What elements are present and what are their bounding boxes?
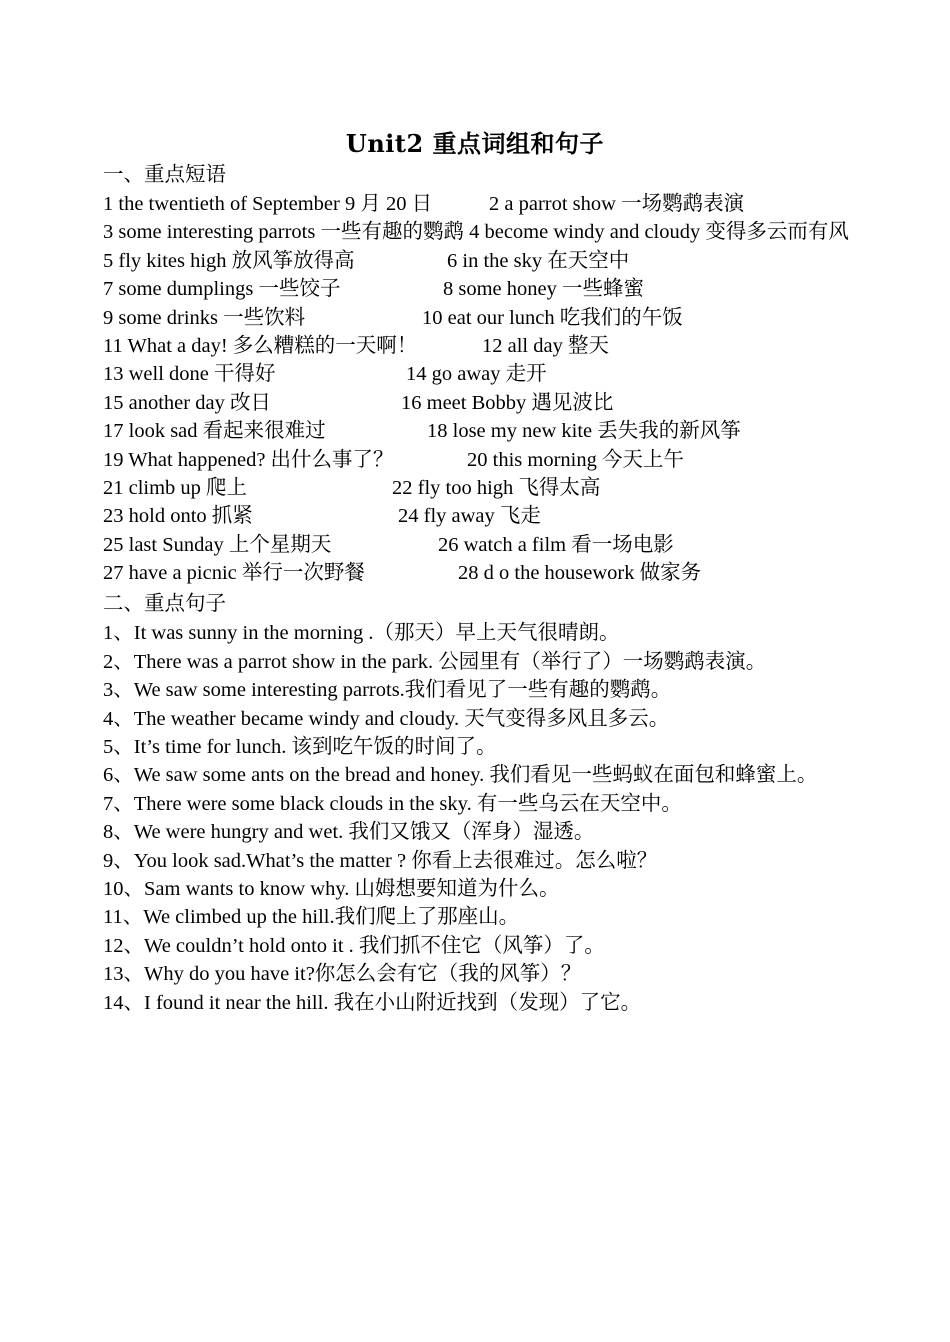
phrase-item: 2 a parrot show 一场鹦鹉表演 bbox=[489, 193, 745, 215]
phrase-item: 12 all day 整天 bbox=[482, 334, 609, 357]
sentence-item: 1、It was sunny in the morning .（那天）早上天气很晴朗。 bbox=[103, 622, 620, 645]
phrase-item: 10 eat our lunch 吃我们的午饭 bbox=[422, 306, 683, 329]
phrase-row bbox=[103, 332, 863, 360]
phrase-item: 26 watch a film 看一场电影 bbox=[438, 533, 674, 556]
sentence-item: 9、You look sad.What’s the matter ? 你看上去很难过。怎么啦？ bbox=[103, 849, 658, 872]
phrase-item: 14 go away 走开 bbox=[406, 363, 547, 386]
phrase-row bbox=[103, 531, 863, 559]
page-title: Unit2 重点词组和句子 bbox=[345, 129, 605, 158]
phrase-row bbox=[103, 389, 863, 417]
sentence-item: 6、We saw some ants on the bread and honey. 我们看见一些蚂蚁在面包和蜂蜜上。 bbox=[103, 764, 818, 787]
phrase-item: 27 have a picnic 举行一次野餐 bbox=[103, 562, 365, 585]
phrase-item: 1 the twentieth of September 9 月 20 日 bbox=[103, 193, 433, 215]
sentence-item: 7、There were some black clouds in the sky. 有一些乌云在天空中。 bbox=[103, 792, 682, 815]
phrase-item: 20 this morning 今天上午 bbox=[467, 448, 684, 471]
phrase-row bbox=[103, 417, 863, 445]
phrase-item: 7 some dumplings 一些饺子 bbox=[103, 278, 341, 301]
sentence-item: 3、We saw some interesting parrots.我们看见了一些有趣的鹦鹉。 bbox=[103, 679, 672, 702]
phrase-item: 9 some drinks 一些饮料 bbox=[103, 306, 306, 329]
phrase-row-wrapped: 3 some interesting parrots 一些有趣的鹦鹉 4 become windy and cloudy 变得多云而有风 bbox=[103, 221, 849, 244]
phrase-item: 23 hold onto 抓紧 bbox=[103, 505, 253, 528]
sentence-item: 10、Sam wants to know why. 山姆想要知道为什么。 bbox=[103, 878, 560, 900]
phrase-item: 19 What happened? 出什么事了？ bbox=[103, 448, 394, 471]
phrase-item: 18 lose my new kite 丢失我的新风筝 bbox=[427, 420, 741, 443]
phrase-item: 25 last Sunday 上个星期天 bbox=[103, 533, 332, 556]
phrase-item: 15 another day 改日 bbox=[103, 391, 271, 414]
phrase-row bbox=[103, 190, 863, 218]
sentence-item: 13、Why do you have it?你怎么会有它（我的风筝）？ bbox=[103, 963, 582, 986]
sentence-item: 11、We climbed up the hill.我们爬上了那座山。 bbox=[103, 906, 520, 929]
phrase-item: 13 well done 干得好 bbox=[103, 363, 276, 386]
phrase-item: 22 fly too high 飞得太高 bbox=[392, 476, 601, 499]
phrase-row bbox=[103, 247, 863, 275]
document-body bbox=[103, 161, 863, 1017]
phrase-row bbox=[103, 502, 863, 530]
sentence-item: 4、The weather became windy and cloudy. 天气变得多风且多云。 bbox=[103, 707, 670, 730]
phrase-item: 8 some honey 一些蜂蜜 bbox=[443, 278, 644, 301]
section-heading-sentences: 二、重点句子 bbox=[103, 593, 226, 616]
sentence-item: 5、It’s time for lunch. 该到吃午饭的时间了。 bbox=[103, 736, 497, 759]
phrase-item: 5 fly kites high 放风筝放得高 bbox=[103, 249, 355, 272]
phrase-item: 28 d o the housework 做家务 bbox=[458, 562, 702, 585]
phrase-row bbox=[103, 275, 863, 303]
phrase-item: 21 climb up 爬上 bbox=[103, 476, 248, 499]
sentence-item: 14、I found it near the hill. 我在小山附近找到（发现）了它。 bbox=[103, 991, 642, 1014]
phrase-item: 11 What a day! 多么糟糕的一天啊！ bbox=[103, 334, 418, 357]
phrase-row bbox=[103, 360, 863, 388]
sentence-item: 8、We were hungry and wet. 我们又饿又（浑身）湿透。 bbox=[103, 821, 595, 844]
phrase-row bbox=[103, 446, 863, 474]
section-heading-phrases: 一、重点短语 bbox=[103, 164, 226, 186]
phrase-row bbox=[103, 559, 863, 587]
phrase-row bbox=[103, 474, 863, 502]
phrase-item: 6 in the sky 在天空中 bbox=[447, 249, 630, 272]
sentence-item: 12、We couldn’t hold onto it . 我们抓不住它（风筝）了。 bbox=[103, 934, 605, 957]
sentence-item: 2、There was a parrot show in the park. 公园里有（举行了）一场鹦鹉表演。 bbox=[103, 650, 767, 673]
phrase-item: 17 look sad 看起来很难过 bbox=[103, 420, 326, 443]
phrase-item: 16 meet Bobby 遇见波比 bbox=[401, 391, 614, 414]
phrase-row bbox=[103, 304, 863, 332]
phrase-item: 24 fly away 飞走 bbox=[398, 505, 541, 528]
